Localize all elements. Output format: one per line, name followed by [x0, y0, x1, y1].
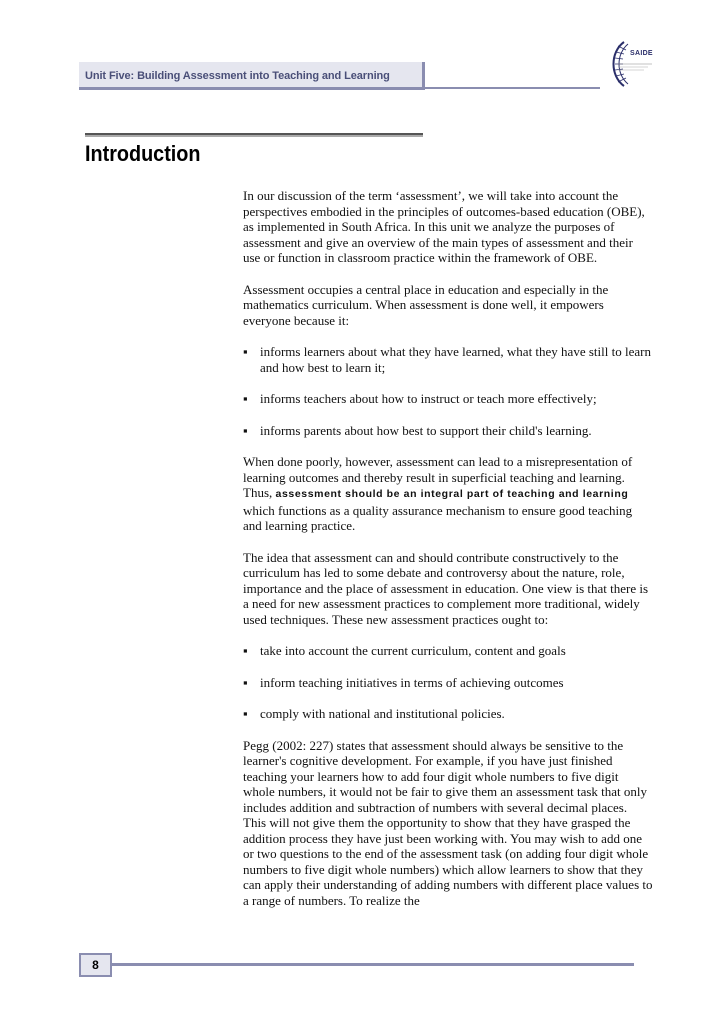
running-header — [79, 62, 425, 90]
emphasis-text: assessment should be an integral part of teaching and learning — [275, 488, 629, 500]
footer-rule — [112, 963, 634, 966]
page-number: 8 — [92, 958, 99, 972]
paragraph-assessment-central: Assessment occupies a central place in education and especially in the mathematics curriculum. When assessment is done well, it empowers everyone because it: — [243, 281, 609, 328]
logo-wordmark: SAIDE — [630, 50, 653, 57]
list-item — [243, 706, 653, 722]
page-number-box — [79, 953, 112, 977]
unit-title: Unit Five: Building Assessment into Teaching and Learning — [85, 70, 390, 82]
empowers-list — [243, 344, 653, 438]
section-title: Introduction — [85, 141, 201, 166]
list-item-text: inform teaching initiatives in terms of achieving outcomes — [260, 674, 564, 690]
list-item-text: comply with national and institutional policies. — [260, 706, 505, 721]
bullet-icon: ▪ — [243, 674, 248, 690]
bullet-icon: ▪ — [243, 643, 248, 658]
list-item-text: informs teachers about how to instruct or teach more effectively; — [260, 391, 597, 406]
list-item — [243, 675, 653, 691]
list-item — [243, 423, 653, 439]
bullet-icon: ▪ — [243, 391, 248, 406]
paragraph-done-poorly — [243, 454, 653, 534]
list-item-text: informs parents about how best to support their child's learning. — [260, 422, 592, 438]
logo-tagline-icon — [618, 62, 652, 72]
paragraph-pegg: Pegg (2002: 227) states that assessment should always be sensitive to the learner's cognitive development. For example, if you have just finished teaching your learners how to add four digit whole numbers to five digit whole numbers, it would not be fair to give them an assessment task that only includes addition and subtraction of numbers with several decimal places. This will not give them the opportunity to show that they have grasped the addition process they have just been working with. You may wish to add one or two questions to the end of the assessment task (on adding four digit whole numbers to five digit whole numbers) which allow learners to show that they can apply their understanding of adding numbers with different place values to a range of numbers. To realize the — [243, 737, 653, 908]
section-title-rule — [85, 133, 423, 137]
bullet-icon: ▪ — [243, 706, 248, 721]
practices-list — [243, 643, 653, 722]
header-rule — [425, 87, 600, 89]
list-item-text: informs learners about what they have learned, what they have still to learn and how best to learn it; — [260, 344, 651, 375]
paragraph-text: When done poorly, however, assessment can lead to a misrepresentation of learning outcomes and thereby result in superficial teaching and learning. Thus, — [243, 454, 633, 500]
bullet-icon: ▪ — [243, 422, 248, 438]
paragraph-text: which functions as a quality assurance mechanism to ensure good teaching and learning practice. — [243, 502, 633, 533]
bullet-icon: ▪ — [243, 344, 248, 359]
list-item — [243, 344, 653, 375]
paragraph-new-practices: The idea that assessment can and should contribute constructively to the curriculum has led to some debate and controversy about the nature, role, importance and the place of assessment in education. One view is that there is a need for new assessment practices to complement more traditional, widely used techniques. These new assessment practices ought to: — [243, 549, 649, 627]
list-item — [243, 391, 653, 407]
list-item-text: take into account the current curriculum, content and goals — [260, 643, 566, 658]
paragraph-intro: In our discussion of the term ‘assessment’, we will take into account the perspectives embodied in the principles of outcomes-based education (OBE), as implemented in South Africa. In this unit we analyze the purposes of assessment and give an overview of the main types of assessment and their use or function in classroom practice within the framework of OBE. — [243, 188, 645, 265]
list-item — [243, 643, 653, 659]
body-text — [243, 188, 653, 924]
